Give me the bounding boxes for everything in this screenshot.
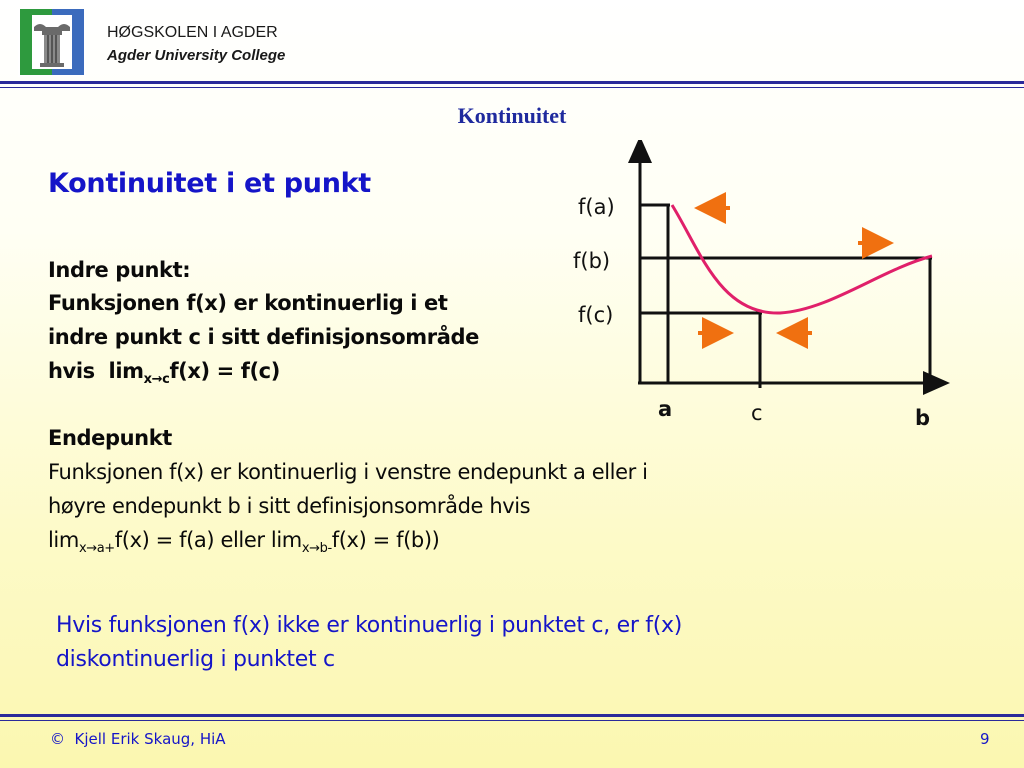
page-number: 9 <box>980 730 990 748</box>
endpoint-condition-mid: f(x) = f(a) eller lim <box>114 528 302 552</box>
label-f-a: f(a) <box>578 195 615 219</box>
inner-point-title: Indre punkt: <box>48 258 191 282</box>
inner-point-lim: hvis lim <box>48 359 144 383</box>
footer-rule-thin <box>0 720 1024 721</box>
endpoint-lim-2-subscript: x→b- <box>301 541 332 556</box>
label-a: a <box>658 397 673 421</box>
endpoint-line-1: Funksjonen f(x) er kontinuerlig i venstre endepunkt a eller i <box>48 460 648 484</box>
endpoint-title: Endepunkt <box>48 426 172 450</box>
inner-point-line-2: indre punkt c i sitt definisjonsområde <box>48 325 479 349</box>
footer-copyright: © Kjell Erik Skaug, HiA <box>50 730 226 748</box>
endpoint-lim-1: lim <box>48 528 79 552</box>
header-rule-thin <box>0 87 1024 88</box>
label-c: c <box>751 401 763 425</box>
endpoint-condition-end: f(x) = f(b)) <box>331 528 440 552</box>
discontinuity-note-line-2: diskontinuerlig i punktet c <box>56 647 335 672</box>
label-f-b: f(b) <box>573 249 611 273</box>
header-rule-thick <box>0 81 1024 84</box>
discontinuity-note-line-1: Hvis funksjonen f(x) ikke er kontinuerlig i punktet c, er f(x) <box>56 613 682 638</box>
endpoint-lim-1-subscript: x→a+ <box>78 541 115 556</box>
inner-point-line-1: Funksjonen f(x) er kontinuerlig i et <box>48 291 448 315</box>
label-f-c: f(c) <box>578 303 614 327</box>
inner-point-lim-subscript: x→c <box>143 372 170 387</box>
section-heading: Kontinuitet i et punkt <box>48 168 371 199</box>
college-logo <box>18 7 86 77</box>
continuity-graph <box>560 140 990 440</box>
institution-name-english: Agder University College <box>107 47 286 64</box>
label-b: b <box>915 406 931 430</box>
institution-name: HØGSKOLEN I AGDER <box>107 24 278 41</box>
footer-rule-thick <box>0 714 1024 717</box>
endpoint-line-3 <box>48 528 439 556</box>
inner-point-line-3 <box>48 359 280 387</box>
inner-point-condition: f(x) = f(c) <box>169 359 280 383</box>
endpoint-line-2: høyre endepunkt b i sitt definisjonsområde hvis <box>48 494 531 518</box>
slide-title: Kontinuitet <box>457 103 567 128</box>
